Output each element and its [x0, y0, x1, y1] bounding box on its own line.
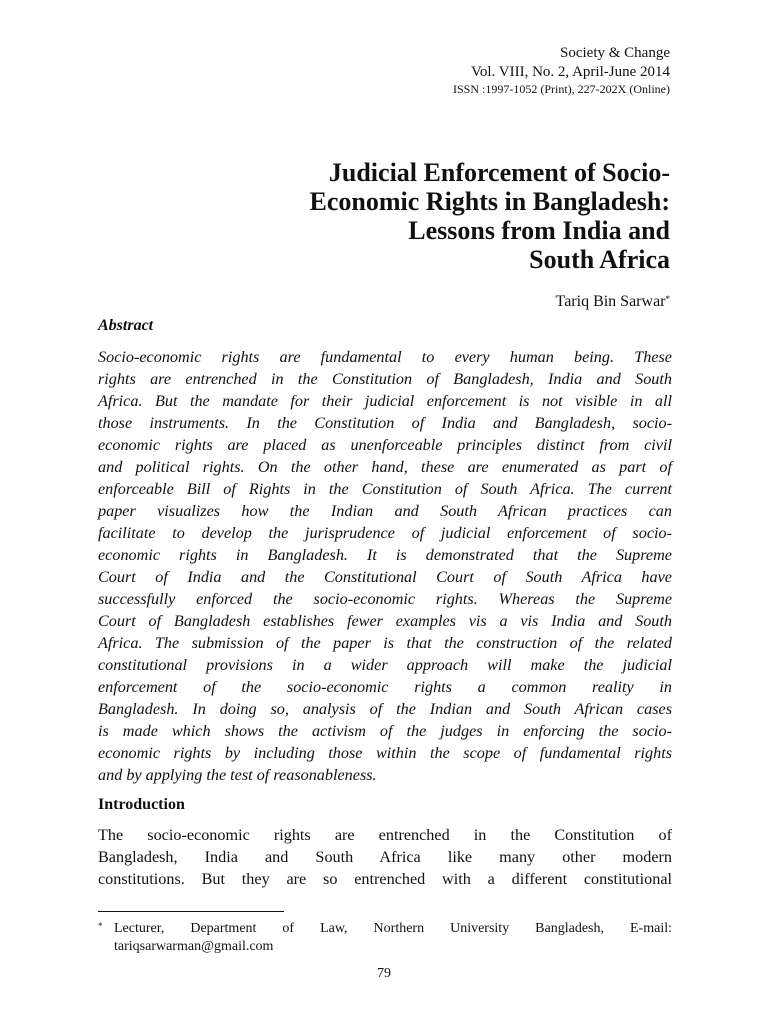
footnote-divider: [98, 911, 284, 912]
abstract-line: constitutional provisions in a wider approach will make the judicial: [98, 656, 672, 674]
abstract-line: economic rights by including those within the scope of fundamental rights: [98, 744, 672, 762]
abstract-line: Africa. The submission of the paper is that the construction of the related: [98, 634, 672, 652]
introduction-body: [98, 824, 672, 890]
author-byline: [556, 292, 670, 312]
abstract-line: economic rights in Bangladesh. It is demonstrated that the Supreme: [98, 546, 672, 564]
footnote-marker: *: [98, 921, 103, 931]
footnote-line: Lecturer, Department of Law, Northern University Bangladesh, E-mail:: [114, 921, 672, 936]
introduction-line: Bangladesh, India and South Africa like many other modern: [98, 848, 672, 866]
abstract-line: Court of Bangladesh establishes fewer examples vis a vis India and South: [98, 612, 672, 630]
author-footnote: [98, 920, 672, 956]
introduction-heading: Introduction: [98, 796, 185, 813]
introduction-line: constitutions. But they are so entrenched with a different constitutional: [98, 870, 672, 888]
journal-name: Society & Change: [560, 45, 670, 61]
abstract-heading: Abstract: [98, 317, 154, 334]
abstract-line: successfully enforced the socio-economic rights. Whereas the Supreme: [98, 590, 672, 608]
journal-issn: ISSN :1997-1052 (Print), 227-202X (Online): [453, 82, 670, 96]
page-number: 79: [377, 966, 391, 981]
abstract-line: is made which shows the activism of the judges in enforcing the socio-: [98, 722, 672, 740]
abstract-line: paper visualizes how the Indian and South African practices can: [98, 502, 672, 520]
paper-title: [150, 158, 670, 274]
abstract-line: Bangladesh. In doing so, analysis of the Indian and South African cases: [98, 700, 672, 718]
abstract-line: Court of India and the Constitutional Court of South Africa have: [98, 568, 672, 586]
title-line: Judicial Enforcement of Socio-: [328, 158, 670, 187]
abstract-line: and political rights. On the other hand, these are enumerated as part of: [98, 458, 672, 476]
abstract-body: [98, 346, 672, 786]
journal-volume: Vol. VIII, No. 2, April-June 2014: [470, 64, 670, 80]
abstract-line: rights are entrenched in the Constitution of Bangladesh, India and South: [98, 370, 672, 388]
title-line: Economic Rights in Bangladesh:: [309, 187, 670, 216]
author-footnote-marker: *: [665, 294, 670, 304]
footnote-email: tariqsarwarman@gmail.com: [114, 939, 274, 954]
author-name: Tariq Bin Sarwar: [555, 293, 666, 310]
title-line: South Africa: [529, 245, 670, 274]
abstract-line: enforceable Bill of Rights in the Constitution of South Africa. The current: [98, 480, 672, 498]
abstract-line: and by applying the test of reasonableness.: [98, 766, 377, 784]
introduction-line: The socio-economic rights are entrenched in the Constitution of: [98, 826, 672, 844]
abstract-line: facilitate to develop the jurisprudence of judicial enforcement of socio-: [98, 524, 672, 542]
abstract-line: Africa. But the mandate for their judicial enforcement is not visible in all: [98, 392, 672, 410]
abstract-line: those instruments. In the Constitution of India and Bangladesh, socio-: [98, 414, 672, 432]
abstract-line: Socio-economic rights are fundamental to every human being. These: [98, 348, 672, 366]
abstract-line: economic rights are placed as unenforceable principles distinct from civil: [98, 436, 672, 454]
abstract-line: enforcement of the socio-economic rights a common reality in: [98, 678, 672, 696]
title-line: Lessons from India and: [408, 216, 670, 245]
journal-header: [453, 44, 670, 97]
